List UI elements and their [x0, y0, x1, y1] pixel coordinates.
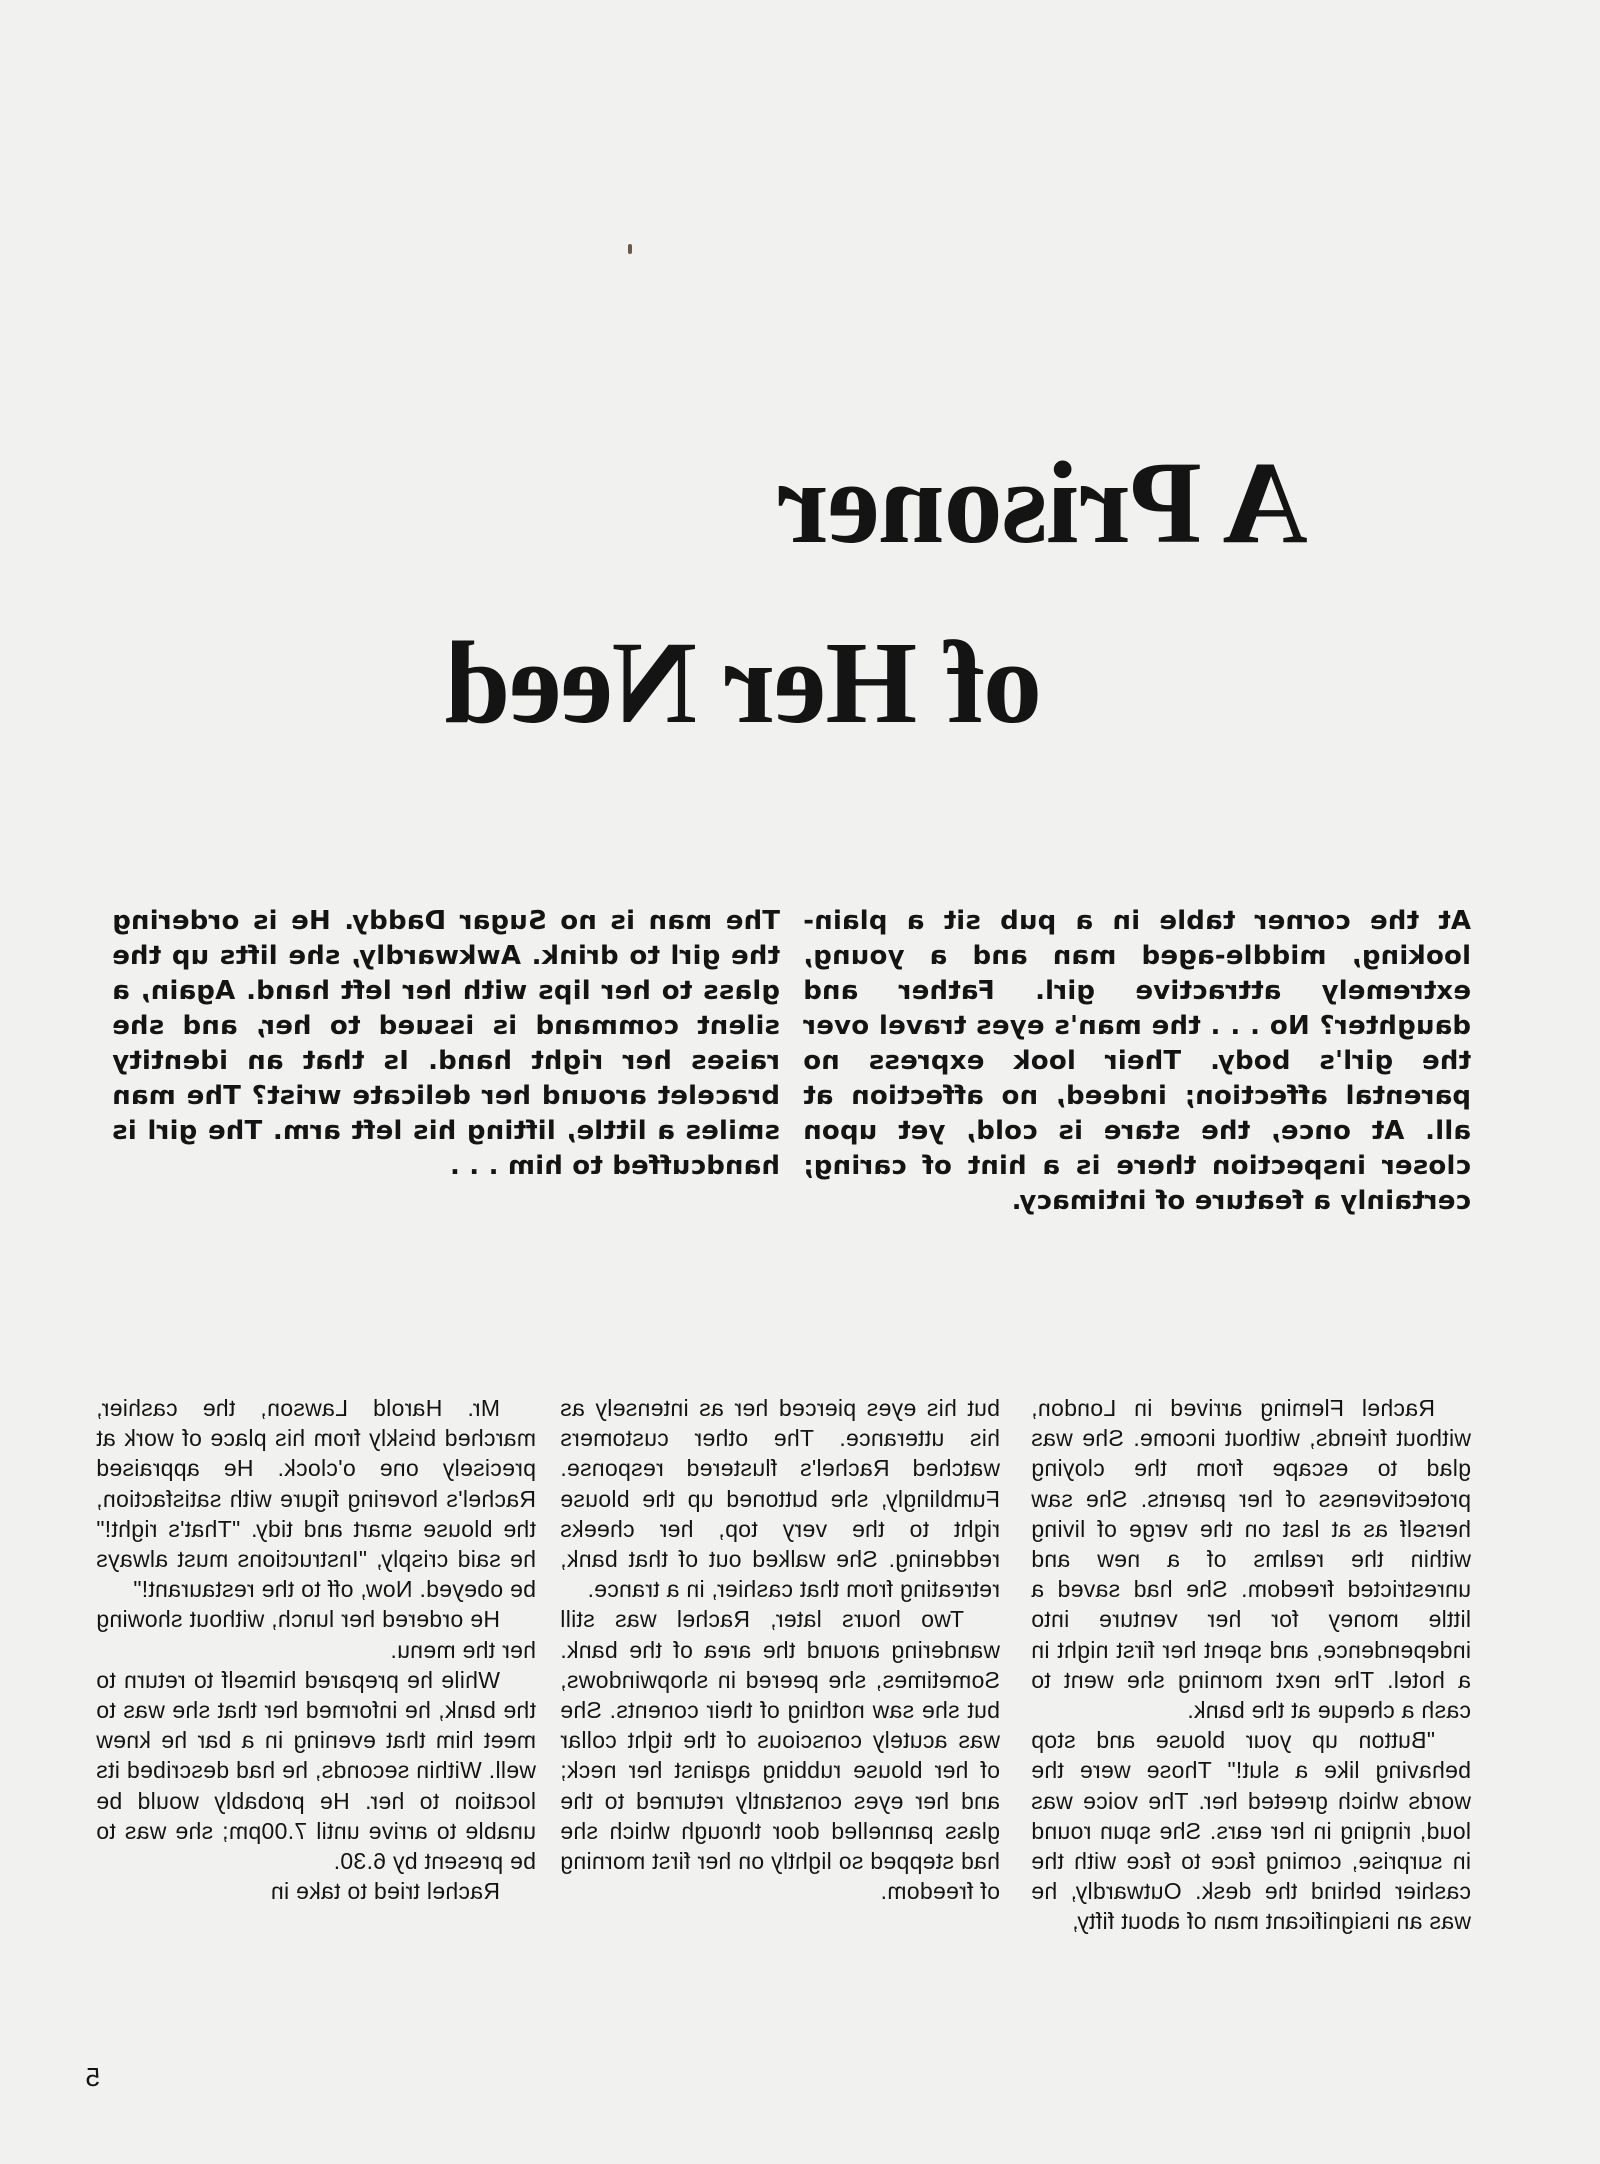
- body-paragraph: "Button up your blouse and stop behaving like a slut!" Those were the words which greeted her. The voice was loud, ringing in her ears. She spun round in surprise, coming face to face with the cashier behind the desk. Outwardly, he was an insignificant man of about fifty,: [1031, 1727, 1471, 1935]
- body-paragraph: Rachel Fleming arrived in London, without friends, without income. She was glad to escape from the cloying protectiveness of her parents. She saw herself as at last on the verge of living within the realms of a new and unrestricted freedom. She had saved a little money for her venture into independence, and spent her first night in a hotel. The next morning she went to cash a cheque at the bank.: [1031, 1395, 1471, 1724]
- body-column-2: [560, 1393, 1000, 1906]
- body-paragraph: Mr. Harold Lawson, the cashier, marched briskly from his place of work at precisely one o'clock. He appraised Rachel's hovering figure with satisfaction, the blouse smart and tidy. "That's right!" he said crisply, "Instructions must always be obeyed. Now, off to the restaurant!": [96, 1395, 536, 1603]
- body-paragraph: He ordered her lunch, without showing her the menu.: [96, 1606, 536, 1663]
- body-paragraph: While he prepared himself to return to the bank, he informed her that she was to meet him that evening in a bar he knew well. Within seconds, he had described its location to her. He probably would be unable to arrive until 7.00pm; she was to be present by 6.30.: [96, 1666, 536, 1875]
- body-paragraph: Rachel tried to take in: [270, 1878, 500, 1905]
- body-paragraph: Two hours later, Rachel was still wandering around the area of the bank. Sometimes, she peered in shopwindows, but she saw nothing of their conents. She was acutely conscious of the tight collar of her blouse rubbing against her neck; and her eyes constantly returned to the glass pannelled door through which she had stepped so lightly on her first morning of freedom.: [560, 1606, 1000, 1905]
- title-line-2: of Her Need: [445, 617, 1042, 748]
- intro-paragraph-2: The man is no Sugar Daddy. He is ordering the girl to drink. Awkwardly, she lifts up the glass to her lips with her left hand. Again, a silent command is issued to her, and she raises her right hand. Is that an identity bracelet around her delicate wrist? The man smiles a little, lifting his left arm. The girl is handcuffed to him . . .: [112, 906, 780, 1181]
- title-line-1: A Prisoner: [777, 437, 1308, 568]
- body-column-1: [1031, 1393, 1471, 1937]
- intro-paragraph-1: At the corner table in a pub sit a plain-looking, middle-aged man and a young, extremely attractive girl. Father and daughter? No . . . the man's eyes travel over the girl's body. Their look express no parental affection; indeed, no affection at all. At once, the stare is cold, yet upon closer inspection there is a hint of caring; certainly a feature of intimacy.: [803, 906, 1471, 1216]
- body-paragraph: but his eyes pierced her as intensely as his utterance. The other customers watched Rachel's flustered response. Fumblingly, she buttoned up the blouse right to the very top, her cheeks reddening. She walked out of that bank, retreating from that cashier, in a trance.: [560, 1395, 1000, 1603]
- page-number: 5: [85, 2062, 100, 2092]
- body-column-3: [96, 1393, 536, 1906]
- ink-speck: [628, 244, 632, 254]
